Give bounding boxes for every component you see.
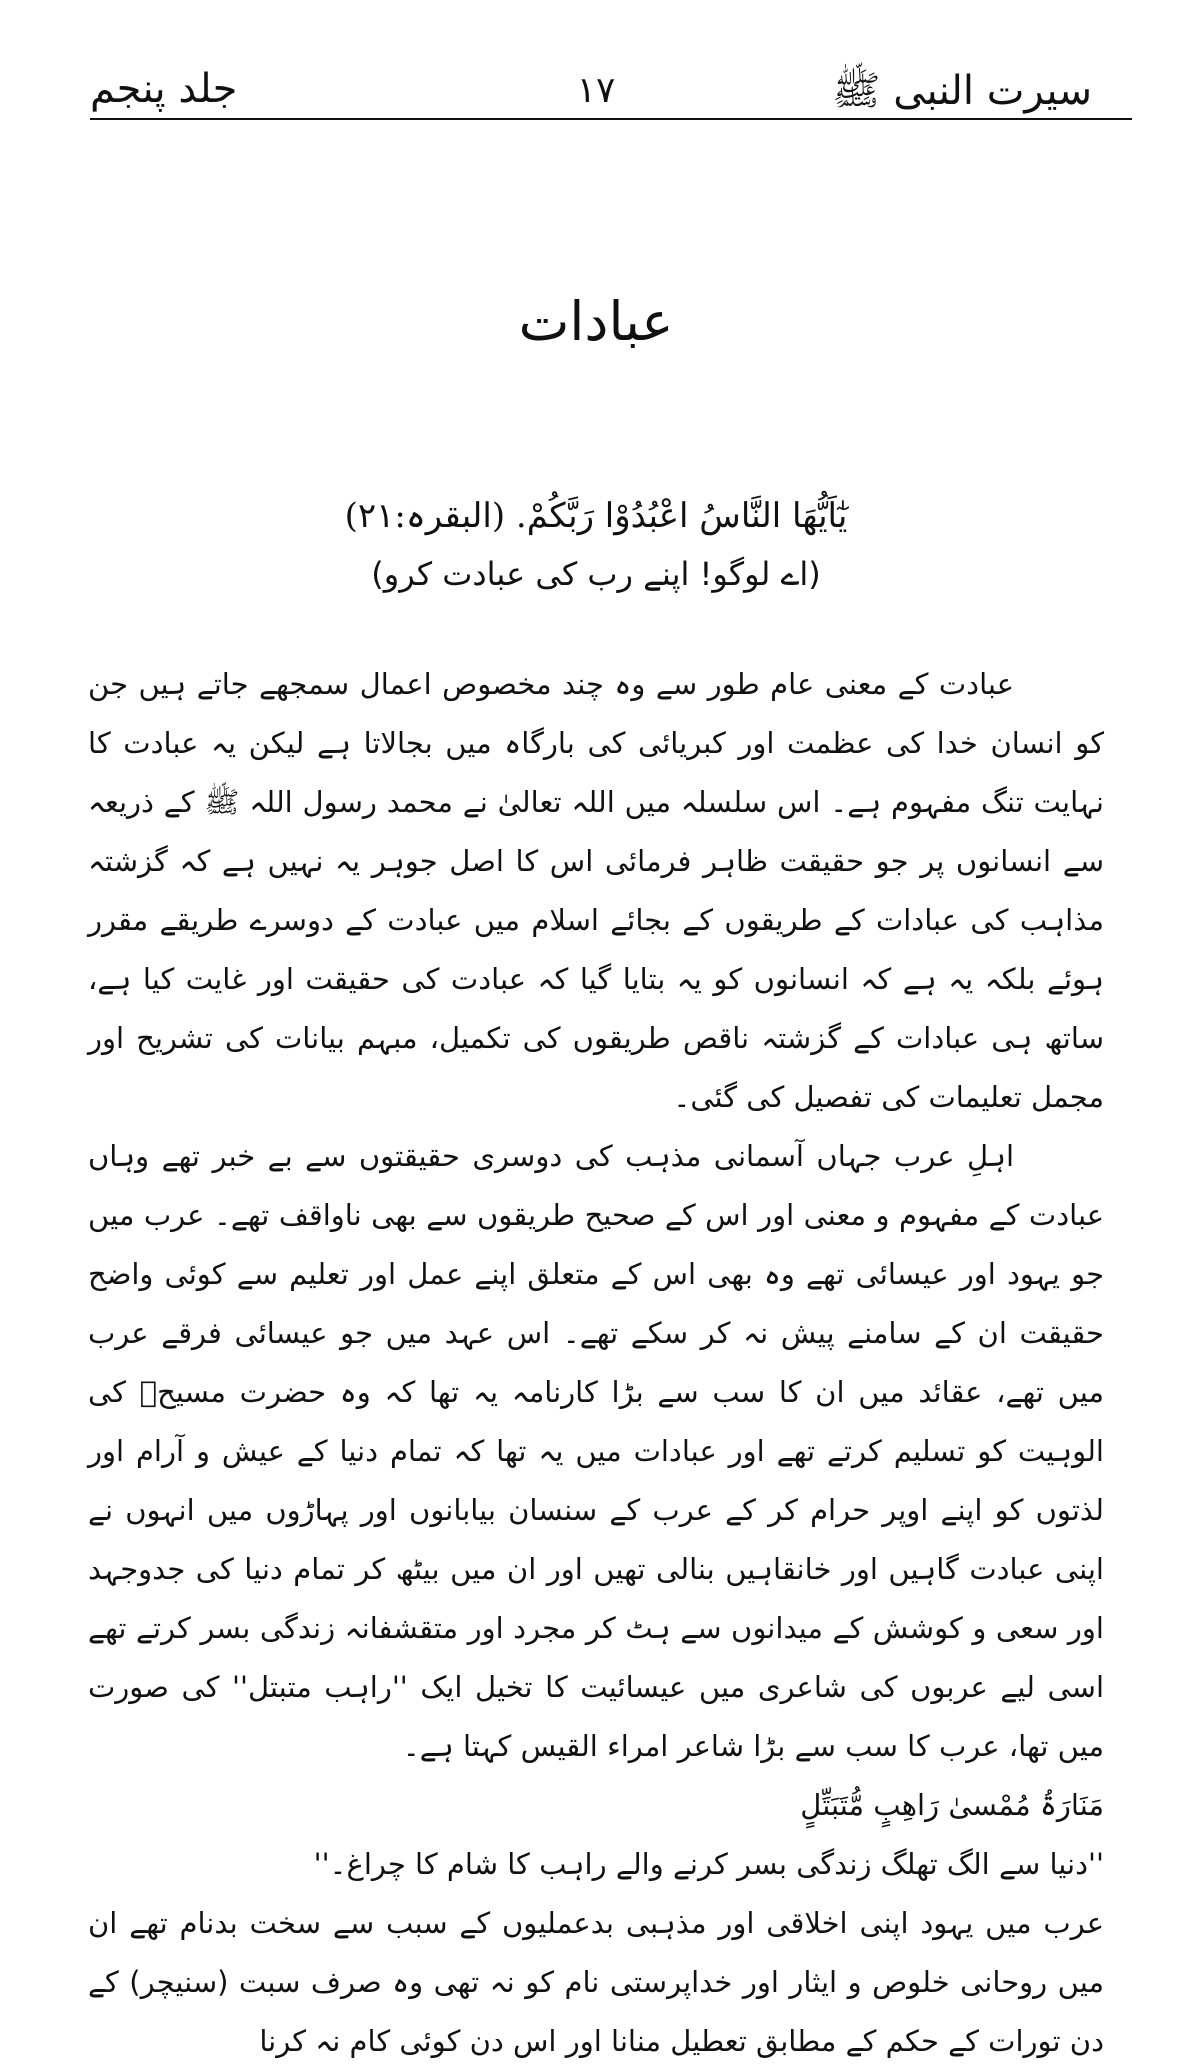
couplet-arabic: مَنَارَۃُ مُمْسیٰ رَاھِبٍ مُّتَبَتِّلٍ (800, 1788, 1104, 1822)
paragraph-3: عرب میں یہود اپنی اخلاقی اور مذہبی بدعملیوں کے سبب سے سخت بدنام تھے ان میں روحانی خلوص و ایثار اور خداپرستی نام کو نہ تھی وہ صرف سبت (سنیچر) کے دن تورات کے حکم کے مطابق تعطیل منانا اور اس دن کوئی کام نہ کرنا (88, 1906, 1104, 2058)
book-title: سیرت النبی ﷺ (832, 68, 1092, 114)
paragraph-1: عبادت کے معنی عام طور سے وہ چند مخصوص اعمال سمجھے جاتے ہیں جن کو انسان خدا کی عظمت اور کبریائی کی بارگاہ میں بجالاتا ہے لیکن یہ عبادت کا نہایت تنگ مفہوم ہے۔ اس سلسلہ میں اللہ تعالیٰ نے محمد رسول اللہ ﷺ کے ذریعہ سے انسانوں پر جو حقیقت ظاہر فرمائی اس کا اصل جوہر یہ نہیں ہے کہ گزشتہ مذاہب کی عبادات کے طریقوں کے بجائے اسلام میں عبادت کے دوسرے طریقے مقرر ہوئے بلکہ یہ ہے کہ انسانوں کو یہ بتایا گیا کہ عبادت کی حقیقت اور غایت کیا ہے، ساتھ ہی عبادات کے گزشتہ ناقص طریقوں کی تکمیل، مبہم بیانات کی تشریح اور مجمل تعلیمات کی تفصیل کی گئی۔ (88, 667, 1104, 1114)
paragraph-2: اہلِ عرب جہاں آسمانی مذہب کی دوسری حقیقتوں سے بے خبر تھے وہاں عبادت کے مفہوم و معنی اور اس کے صحیح طریقوں سے بھی ناواقف تھے۔ عرب میں جو یہود اور عیسائی تھے وہ بھی اس کے متعلق اپنے عمل اور تعلیم سے کوئی واضح حقیقت ان کے سامنے پیش نہ کر سکے تھے۔ اس عہد میں جو عیسائی فرقے عرب میں تھے، عقائد میں ان کا سب سے بڑا کارنامہ یہ تھا کہ وہ حضرت مسیحؑ کی الوہیت کو تسلیم کرتے تھے اور عبادات میں یہ تھا کہ تمام دنیا کے عیش و آرام اور لذتوں کو اپنے اوپر حرام کر کے عرب کے سنسان بیابانوں اور پہاڑوں میں انہوں نے اپنی عبادت گاہیں اور خانقاہیں بنالی تھیں اور ان میں بیٹھ کر تمام دنیا کی جدوجہد اور سعی و کوشش کے میدانوں سے ہٹ کر مجرد اور متقشفانہ زندگی بسر کرتے تھے اسی لیے عربوں کی شاعری میں عیسائیت کا تخیل ایک ''راہب متبتل'' کی صورت میں تھا، عرب کا سب سے بڑا شاعر امراء القیس کہتا ہے۔ (88, 1139, 1104, 1763)
page-number: ١٧ (576, 70, 616, 111)
verse-translation: (اے لوگو! اپنے رب کی عبادت کرو) (371, 555, 821, 593)
body-text (88, 655, 1104, 2071)
chapter-title: عبادات (518, 290, 674, 353)
header-rule (90, 118, 1132, 120)
quran-verse: یٰٓاَیُّھَا النَّاسُ اعْبُدُوْا رَبَّکُمْ. (البقرہ:۲۱) (344, 496, 848, 536)
page-header (60, 60, 1132, 120)
couplet-translation: ''دنیا سے الگ تھلگ زندگی بسر کرنے والے راہب کا شام کا چراغ۔'' (313, 1847, 1104, 1881)
volume-label: جلد پنجم (90, 66, 238, 112)
